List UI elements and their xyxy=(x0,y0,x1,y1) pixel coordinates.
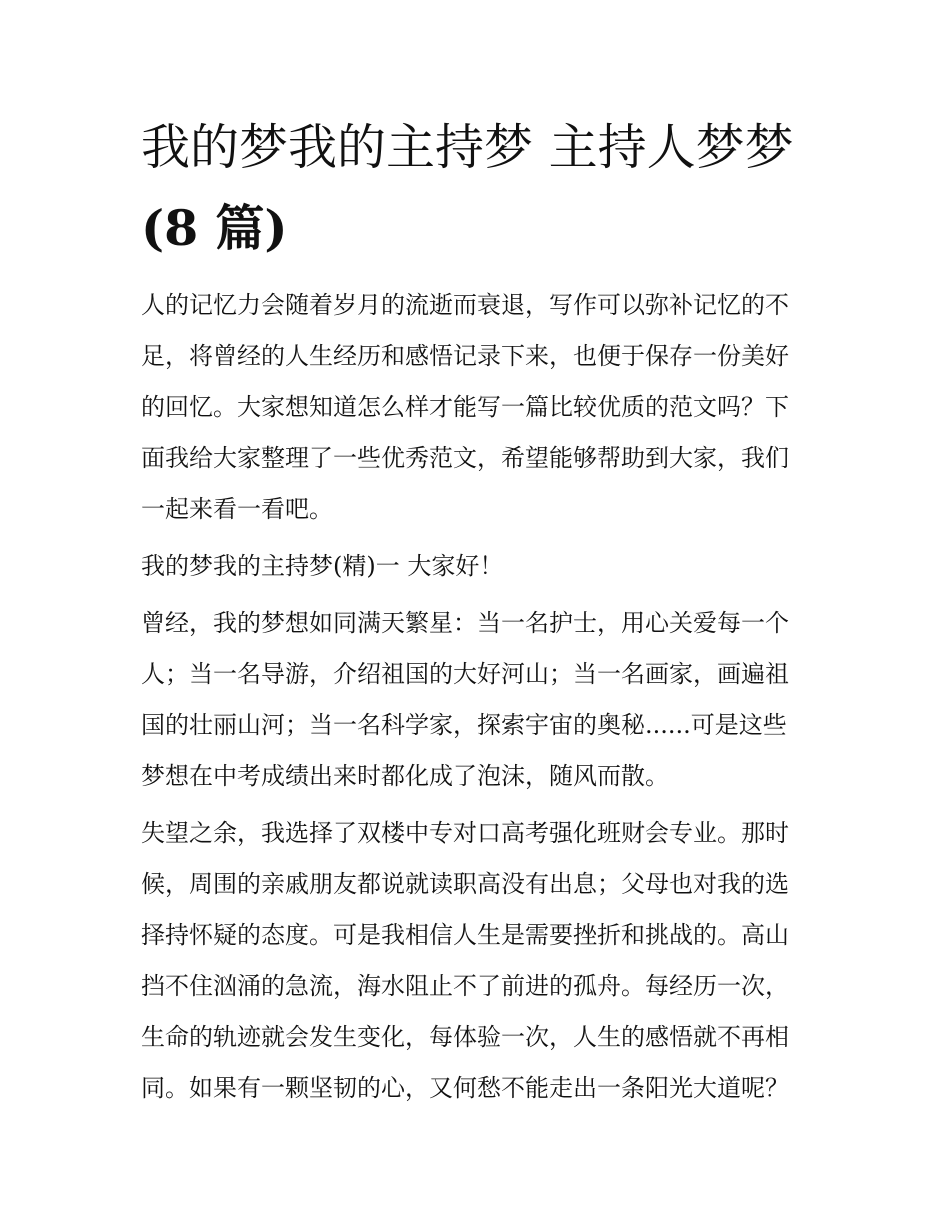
text-line: 国的壮丽山河；当一名科学家，探索宇宙的奥秘......可是这些 xyxy=(141,711,787,739)
section-heading-paragraph xyxy=(141,541,811,592)
text-line: 挡不住汹涌的急流，海水阻止不了前进的孤舟。每经历一次， xyxy=(141,972,789,1000)
dream-paragraph xyxy=(141,598,811,802)
choice-paragraph xyxy=(141,808,811,1114)
document-content xyxy=(141,108,811,1120)
text-line: 候，周围的亲戚朋友都说就读职高没有出息；父母也对我的选 xyxy=(141,870,789,898)
text-line: 足，将曾经的人生经历和感悟记录下来，也便于保存一份美好 xyxy=(141,342,789,370)
text-line: 择持怀疑的态度。可是我相信人生是需要挫折和挑战的。高山 xyxy=(141,921,789,949)
text-line: 生命的轨迹就会发生变化，每体验一次，人生的感悟就不再相 xyxy=(141,1023,789,1051)
intro-paragraph xyxy=(141,280,811,535)
text-line: 我的梦我的主持梦(精)一 大家好！ xyxy=(141,552,504,580)
text-line: 梦想在中考成绩出来时都化成了泡沫，随风而散。 xyxy=(141,762,669,790)
text-line: 同。如果有一颗坚韧的心，又何愁不能走出一条阳光大道呢？ xyxy=(141,1074,789,1102)
document-title xyxy=(141,108,811,268)
text-line: 一起来看一看吧。 xyxy=(141,495,333,523)
text-line: 人；当一名导游，介绍祖国的大好河山；当一名画家，画遍祖 xyxy=(141,660,789,688)
article-body xyxy=(141,280,811,1114)
text-line: 曾经，我的梦想如同满天繁星：当一名护士，用心关爱每一个 xyxy=(141,609,789,637)
text-line: 的回忆。大家想知道怎么样才能写一篇比较优质的范文吗？下 xyxy=(141,393,789,421)
title-line-1: 我的梦我的主持梦 主持人梦梦 xyxy=(141,119,794,176)
text-line: 面我给大家整理了一些优秀范文，希望能够帮助到大家，我们 xyxy=(141,444,789,472)
text-line: 失望之余，我选择了双楼中专对口高考强化班财会专业。那时 xyxy=(141,819,789,847)
title-line-2: (8 篇) xyxy=(141,199,288,257)
text-line: 人的记忆力会随着岁月的流逝而衰退，写作可以弥补记忆的不 xyxy=(141,291,789,319)
